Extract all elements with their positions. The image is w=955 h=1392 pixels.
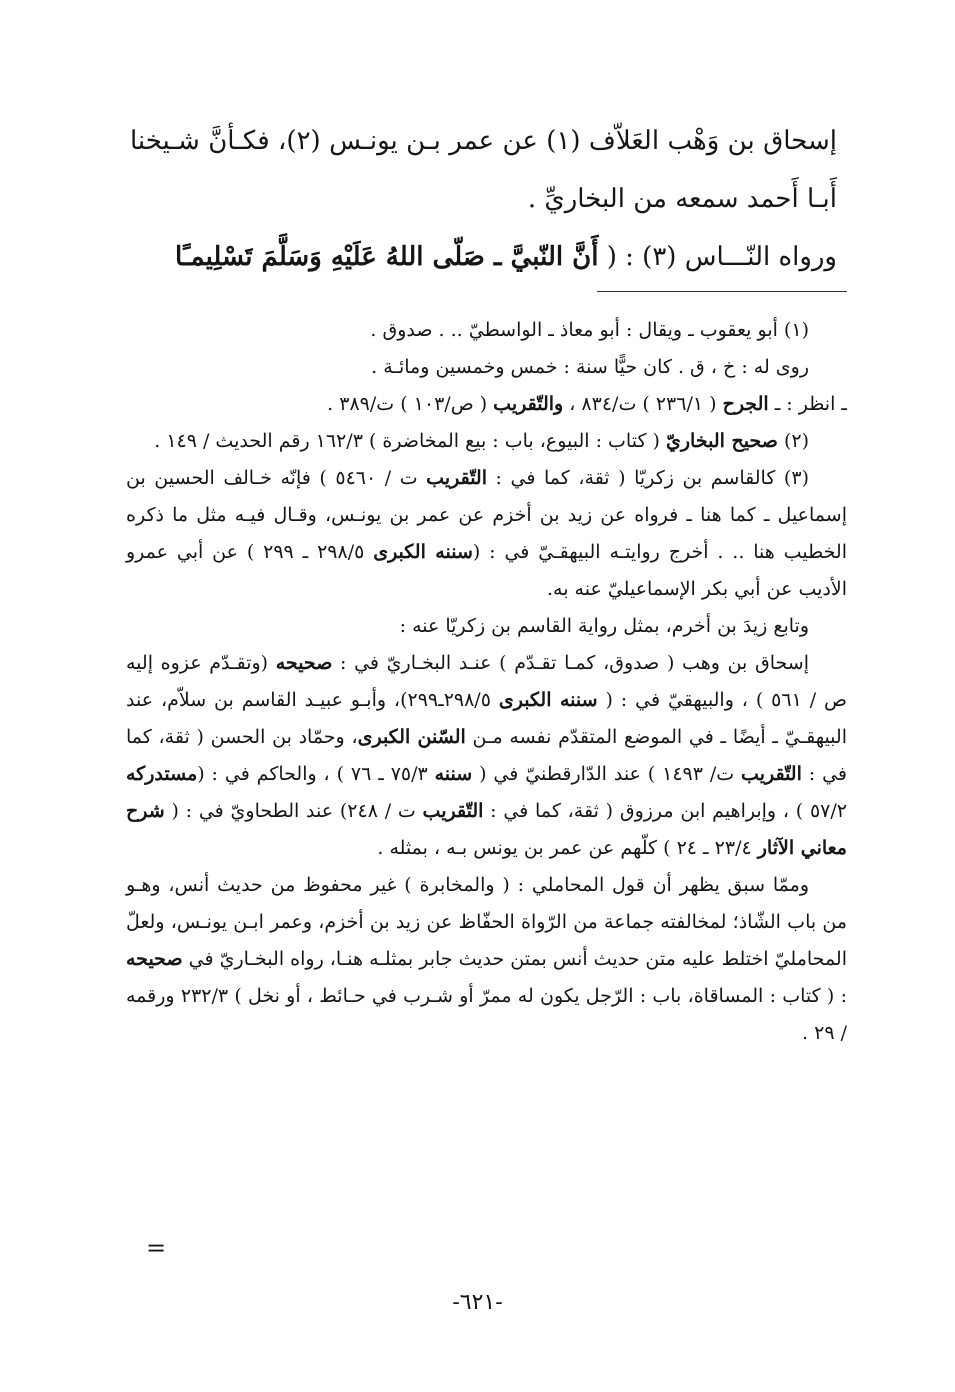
footnote-3-conclusion	[126, 867, 847, 1052]
book-title: السّنن الكبرى	[357, 726, 466, 748]
footnote-text: ، وحمّاد بن الحسن ( ثقة، كما في :	[126, 726, 847, 785]
footnote-2	[126, 423, 847, 460]
book-title: التّقريب	[426, 467, 487, 489]
book-title: التّقريب	[741, 763, 802, 785]
page-number: -٦٢١-	[452, 1290, 503, 1315]
footnote-1-line-2: روى له : خ ، ق . كان حيًّا سنة : خمس وخمسين ومائـة .	[371, 356, 809, 378]
footnote-text: ٥٧/٢ ) ، وإبراهيم ابن مرزوق ( ثقة، كما في :	[483, 800, 847, 822]
book-title: سننه الكبرى	[373, 541, 473, 563]
footnote-text: ( ٢٣٦/١ ) ت/٨٣٤ ،	[563, 393, 723, 415]
footnote-3	[126, 460, 847, 608]
footnote-text: ٢٩٨/٥ ـ ٢٩٩ ) عن أبي عمرو الأديب عن أبي بكر الإسماعيليّ عنه به.	[126, 541, 847, 600]
footnote-3-follow-up: وتابع زيدَ بن أخرم، بمثل رواية القاسم بن زكريّا عنه :	[399, 615, 809, 637]
footnote-1-line-3	[126, 386, 847, 423]
main-paragraph-1: إسحاق بن وَهْب العَلاّف (١) عن عمر بـن يونـس (٢)، فكـأنَّ شـيخنا أَبـا أَحمد سمعه من البخاريِّ .	[130, 126, 837, 214]
footnote-separator	[597, 291, 847, 292]
footnote-text: ـ انظر : ـ	[768, 393, 847, 415]
book-title: صحيحه	[126, 948, 183, 970]
footnote-text: : ( كتاب : المساقاة، باب : الرّجل يكون له ممرّ أو شـرب في حـائط ، أو نخل ) ٢٣٢/٣ ورقمه / ٢٩ .	[126, 985, 847, 1044]
footnote-text: (وتقـدّم عزوه إليه ص / ٥٦١ ) ، والبيهقيّ في : (	[126, 652, 847, 711]
footnote-text: ت/ ١٤٩٣ ) عند الدّارقطنيّ في (	[472, 763, 742, 785]
book-title: صحيح البخاريّ	[665, 430, 778, 452]
continuation-mark: =	[146, 1234, 167, 1262]
footnote-text: ت / ٥٤٦٠ ) فإنّه خـالف الحسين بن إسماعيل ـ كما هنا ـ فرواه عن زيد بن أخزم عن عمر بن يونـس، وقـال فيـه مثل ما ذكره الخطيب هنا .. . أخرج روايتـه البيهقـيّ في : (	[126, 467, 847, 563]
footnotes	[126, 312, 847, 1052]
hadith-quote: أَنَّ النّبيَّ ـ صَلّى اللهُ عَلَيْهِ وَسَلَّمَ تَسْلِيمـًا	[175, 242, 599, 272]
footnote-text: وممّا سبق يظهر أن قول المحاملي : ( والمخابرة ) غير محفوظ من حديث أنس، وهـو من باب الشّاذ؛ لمخالفته جماعة من الرّواة الحفّاظ عن زيد بن أخزم، وعمر ابـن يونـس، ولعلّ المحامليّ اختلط عليه متن حديث أنس بمتن حديث جابر بمثلـه هنـا، رواه البخـاريّ في	[126, 874, 847, 970]
footnote-text: ت / ٢٤٨) عند الطحاويّ في : (	[164, 800, 423, 822]
footnote-3-narrators	[126, 645, 847, 867]
book-title: شرح معاني الآثار	[126, 800, 847, 859]
footnote-text: ٢٩٨/٥ـ٢٩٩)، وأبـو عبيـد القاسم بن سلاّم، عند البيهقـيّ ـ أيضًا ـ في الموضع المتقدّم نفسه مـن	[126, 689, 847, 748]
footnote-text: ( ص/١٠٣ ) ت/٣٨٩ .	[327, 393, 494, 415]
footnote-text: (٢)	[777, 430, 809, 452]
footnote-text: (٣) كالقاسم بن زكريّا ( ثقة، كما في :	[487, 467, 809, 489]
main-text	[130, 112, 837, 286]
book-title: صحيحه	[275, 652, 333, 674]
footnote-1-line-1: (١) أبو يعقوب ـ ويقال : أبو معاذ ـ الواسطيّ .. . صدوق .	[370, 319, 809, 341]
footnote-text: ( كتاب : البيوع، باب : بيع المخاضرة ) ١٦٢/٣ رقم الحديث / ١٤٩ .	[154, 430, 666, 452]
book-title: الجرح	[722, 393, 769, 415]
footnote-text: إسحاق بن وهب ( صدوق، كمـا تقـدّم ) عنـد البخـاريّ في :	[332, 652, 809, 674]
book-title: والتّقريب	[493, 393, 564, 415]
book-title: التّقريب	[422, 800, 484, 822]
book-title: مستدركه	[126, 763, 198, 785]
main-paragraph-2	[130, 228, 837, 286]
narration-intro: ورواه النّـــاس (٣) : (	[598, 242, 837, 272]
footnote-text: ٢٣/٤ ـ ٢٤ ) كلّهم عن عمر بن يونس بـه ، بمثله .	[377, 837, 758, 859]
footnote-text: ٧٥/٣ ـ ٧٦ ) ، والحاكم في : (	[197, 763, 435, 785]
book-title: سننه	[434, 763, 473, 785]
book-title: سننه الكبرى	[498, 689, 598, 711]
